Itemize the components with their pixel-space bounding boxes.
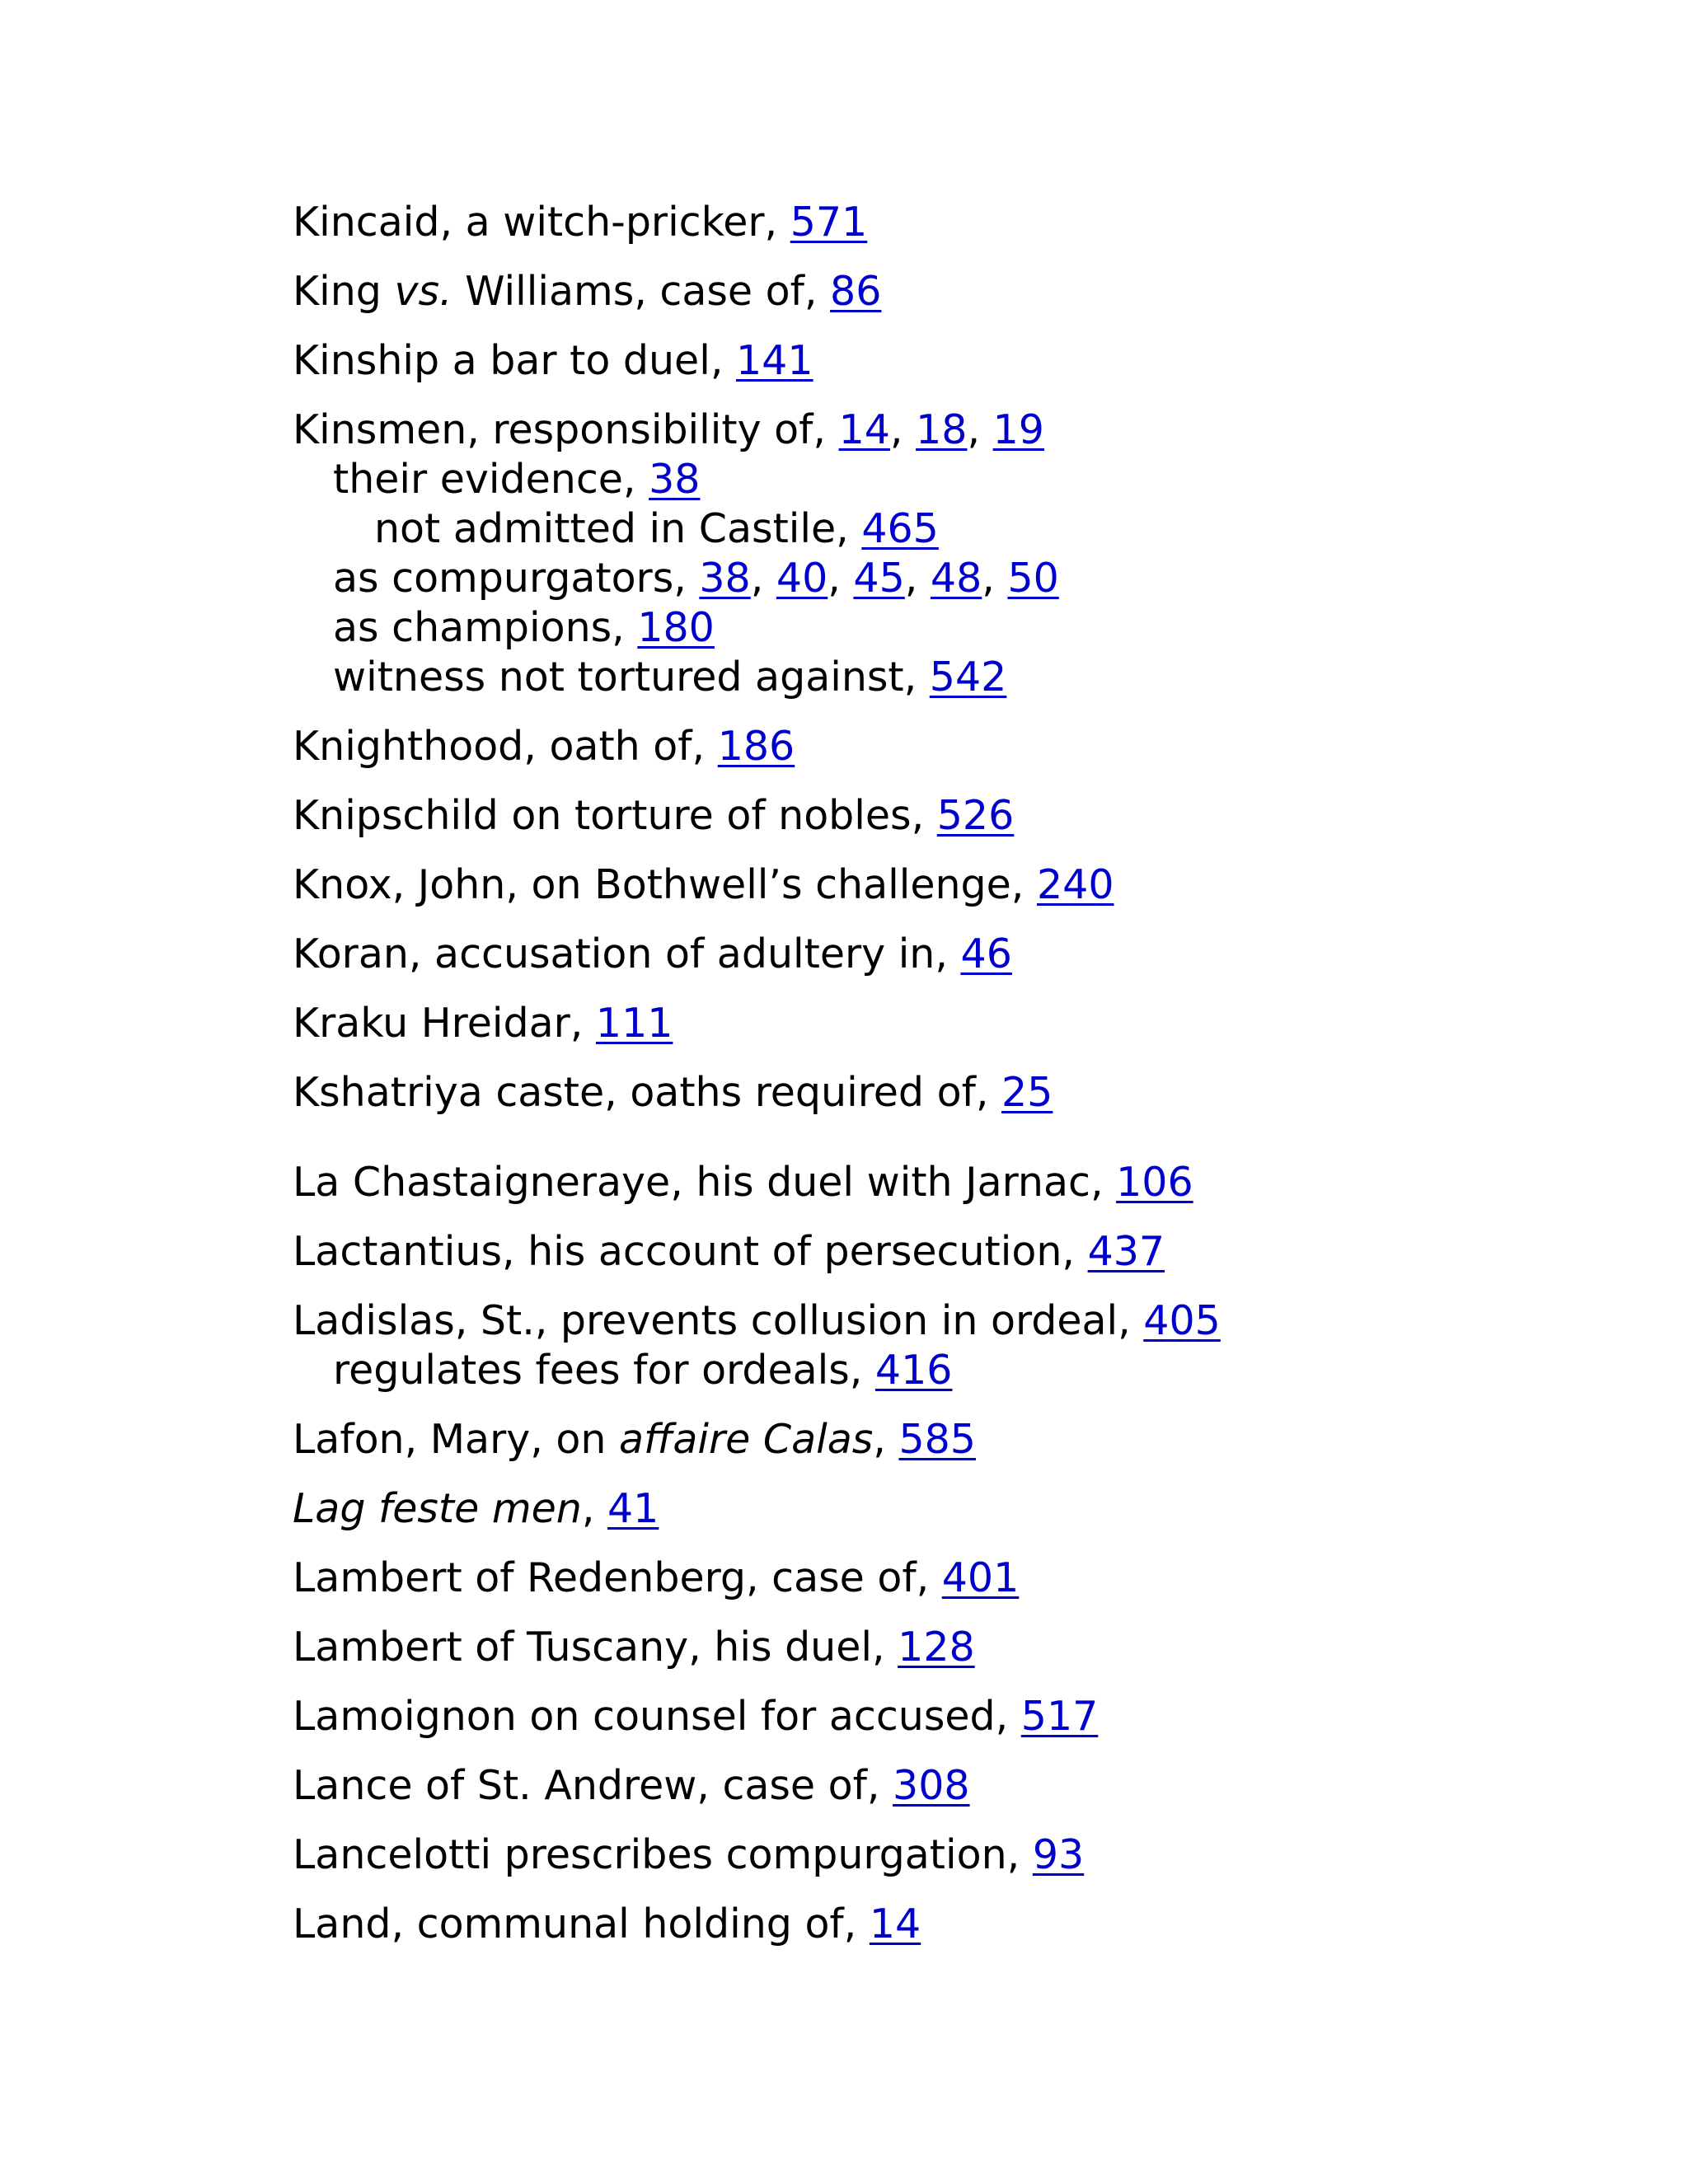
index-entry-lambert-redenberg bbox=[293, 1554, 1019, 1603]
separator: , bbox=[750, 555, 776, 602]
entry-text: as compurgators, bbox=[333, 555, 700, 602]
index-entry-knipschild bbox=[293, 791, 1014, 841]
entry-text: Kinsmen, responsibility of, bbox=[293, 406, 839, 453]
separator: , bbox=[967, 406, 993, 453]
page-link[interactable]: 38 bbox=[699, 555, 751, 602]
page-link[interactable]: 111 bbox=[595, 1000, 673, 1047]
index-entry-kinship bbox=[293, 336, 814, 386]
index-entry-kraku-hreidar bbox=[293, 999, 673, 1048]
page-link[interactable]: 240 bbox=[1036, 861, 1114, 908]
entry-text: Land, communal holding of, bbox=[293, 1900, 870, 1947]
index-entry-lag-feste-men bbox=[293, 1484, 659, 1534]
index-entry-king-vs-williams bbox=[293, 267, 881, 316]
entry-text: Ladislas, St., prevents collusion in ordeal, bbox=[293, 1297, 1144, 1344]
page-link[interactable]: 41 bbox=[607, 1485, 659, 1532]
entry-text: regulates fees for ordeals, bbox=[333, 1347, 875, 1394]
entry-text: Kinship a bar to duel, bbox=[293, 337, 736, 384]
index-entry-lancelotti bbox=[293, 1830, 1084, 1880]
page-link[interactable]: 437 bbox=[1087, 1228, 1165, 1275]
entry-text: not admitted in Castile, bbox=[374, 505, 862, 552]
page-link[interactable]: 18 bbox=[916, 406, 968, 453]
page-link[interactable]: 50 bbox=[1007, 555, 1059, 602]
page-link[interactable]: 308 bbox=[893, 1762, 970, 1809]
index-subentry-champions bbox=[333, 603, 715, 653]
entry-text: La Chastaigneraye, his duel with Jarnac, bbox=[293, 1159, 1117, 1206]
separator: , bbox=[889, 406, 917, 453]
index-entry-koran bbox=[293, 930, 1012, 979]
page-link[interactable]: 128 bbox=[898, 1624, 975, 1671]
index-entry-la-chastaigneraye bbox=[293, 1158, 1193, 1207]
page-link[interactable]: 93 bbox=[1032, 1831, 1085, 1878]
index-subentry-compurgators bbox=[333, 554, 1059, 603]
page-link[interactable]: 46 bbox=[960, 930, 1012, 977]
page-link[interactable]: 14 bbox=[869, 1900, 921, 1947]
index-entry-knox bbox=[293, 860, 1114, 910]
entry-text: Koran, accusation of adultery in, bbox=[293, 930, 961, 977]
entry-italic-text: affaire Calas bbox=[618, 1416, 874, 1463]
page-link[interactable]: 405 bbox=[1143, 1297, 1221, 1344]
page-link[interactable]: 86 bbox=[830, 268, 882, 315]
entry-text: Lambert of Redenberg, case of, bbox=[293, 1554, 942, 1601]
index-entry-lactantius bbox=[293, 1227, 1165, 1277]
page-link[interactable]: 48 bbox=[930, 555, 982, 602]
page-link[interactable]: 19 bbox=[992, 406, 1044, 453]
entry-text: Lancelotti prescribes compurgation, bbox=[293, 1831, 1033, 1878]
page-link[interactable]: 180 bbox=[637, 604, 715, 651]
page-link[interactable]: 106 bbox=[1116, 1159, 1193, 1206]
entry-text: Williams, case of, bbox=[452, 268, 831, 315]
entry-text: Kincaid, a witch-pricker, bbox=[293, 199, 790, 246]
index-subentry-witness bbox=[333, 653, 1006, 702]
page-link[interactable]: 38 bbox=[649, 456, 701, 503]
index-entry-kinsmen bbox=[293, 405, 1044, 455]
entry-text: Knox, John, on Bothwell’s challenge, bbox=[293, 861, 1037, 908]
index-entry-lafon bbox=[293, 1415, 976, 1465]
entry-text: as champions, bbox=[333, 604, 638, 651]
index-entry-ladislas bbox=[293, 1296, 1221, 1346]
page-link[interactable]: 465 bbox=[861, 505, 939, 552]
index-entry-land bbox=[293, 1900, 921, 1949]
page-link[interactable]: 585 bbox=[898, 1416, 976, 1463]
index-subentry-fees bbox=[333, 1346, 952, 1395]
page-link[interactable]: 25 bbox=[1001, 1069, 1053, 1116]
entry-text: witness not tortured against, bbox=[333, 654, 930, 701]
page-link[interactable]: 416 bbox=[874, 1347, 953, 1394]
entry-text: Kraku Hreidar, bbox=[293, 1000, 596, 1047]
page-link[interactable]: 186 bbox=[717, 723, 795, 770]
entry-text: , bbox=[873, 1416, 899, 1463]
entry-text: Lafon, Mary, on bbox=[293, 1416, 619, 1463]
entry-text: King bbox=[293, 268, 395, 315]
entry-text: Knighthood, oath of, bbox=[293, 723, 718, 770]
entry-italic-text: Lag feste men bbox=[293, 1485, 582, 1532]
index-entry-knighthood bbox=[293, 722, 795, 771]
entry-text: , bbox=[581, 1485, 607, 1532]
index-subentry-their-evidence bbox=[333, 455, 700, 504]
page-link[interactable]: 517 bbox=[1020, 1693, 1099, 1740]
page-link[interactable]: 571 bbox=[790, 199, 868, 246]
entry-italic-text: vs. bbox=[394, 268, 452, 315]
page-link[interactable]: 401 bbox=[941, 1554, 1020, 1601]
separator: , bbox=[828, 555, 854, 602]
index-entry-lambert-tuscany bbox=[293, 1623, 975, 1672]
entry-text: Lambert of Tuscany, his duel, bbox=[293, 1624, 898, 1671]
page-link[interactable]: 14 bbox=[838, 406, 890, 453]
page-link[interactable]: 45 bbox=[853, 555, 905, 602]
page-link[interactable]: 141 bbox=[735, 337, 814, 384]
index-entry-kincaid bbox=[293, 198, 867, 247]
entry-text: Kshatriya caste, oaths required of, bbox=[293, 1069, 1001, 1116]
page-link[interactable]: 526 bbox=[936, 792, 1015, 839]
page-link[interactable]: 40 bbox=[776, 555, 828, 602]
entry-text: Knipschild on torture of nobles, bbox=[293, 792, 937, 839]
page-link[interactable]: 542 bbox=[929, 654, 1007, 701]
separator: , bbox=[982, 555, 1008, 602]
entry-text: Lamoignon on counsel for accused, bbox=[293, 1693, 1021, 1740]
entry-text: Lance of St. Andrew, case of, bbox=[293, 1762, 893, 1809]
entry-text: Lactantius, his account of persecution, bbox=[293, 1228, 1088, 1275]
index-entry-lance-st-andrew bbox=[293, 1761, 970, 1811]
entry-text: their evidence, bbox=[333, 456, 649, 503]
separator: , bbox=[904, 555, 931, 602]
index-subentry-castile bbox=[374, 504, 939, 554]
index-entry-kshatriya bbox=[293, 1068, 1053, 1118]
index-entry-lamoignon bbox=[293, 1692, 1098, 1741]
